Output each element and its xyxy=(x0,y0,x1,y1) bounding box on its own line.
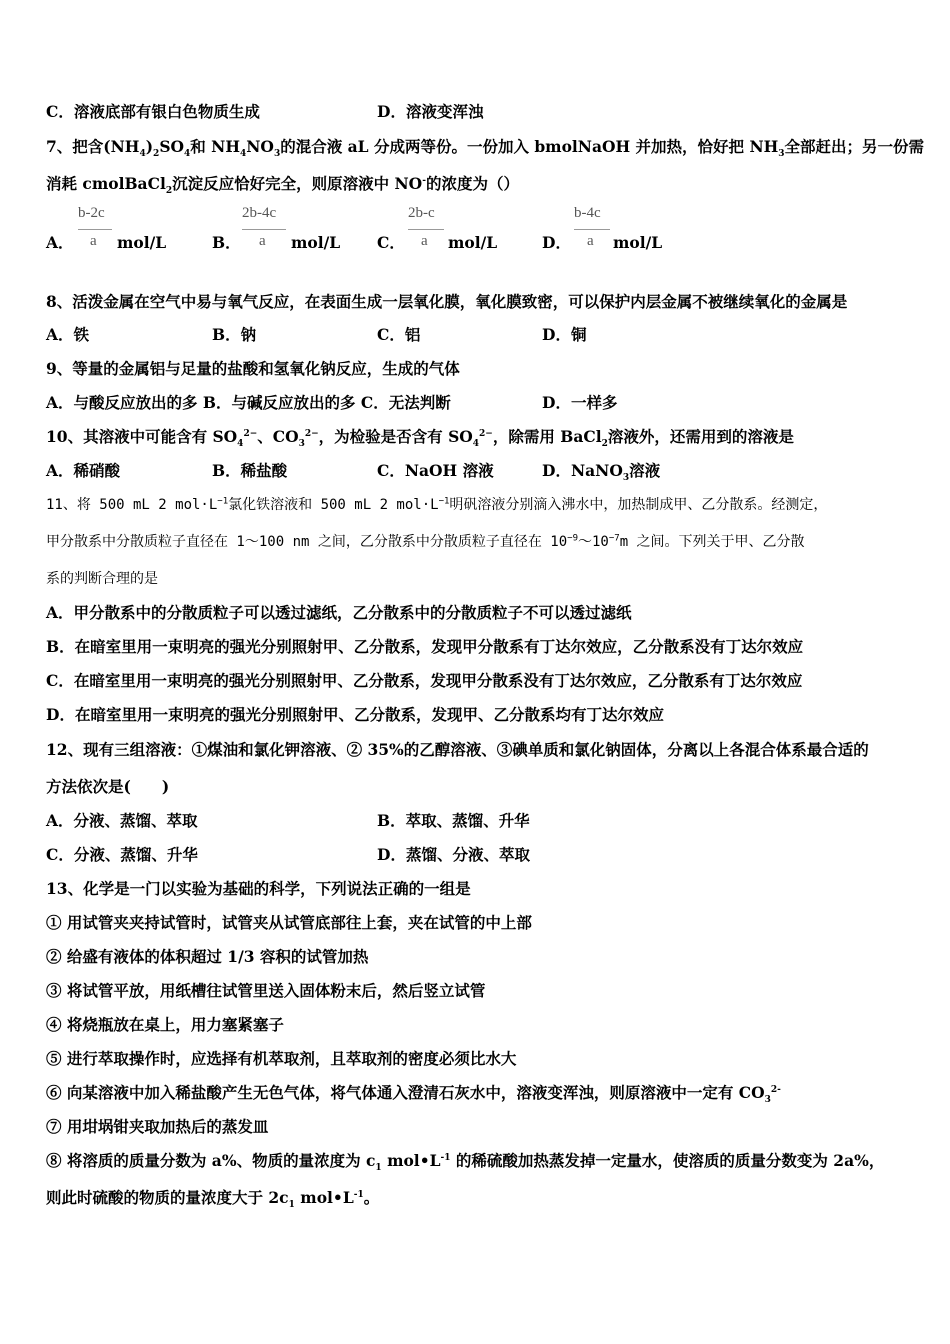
q10-option-c: C．NaOH 溶液 xyxy=(377,461,494,480)
q11-option-a: A．甲分散系中的分散质粒子可以透过滤纸，乙分散系中的分散质粒子不可以透过滤纸 xyxy=(46,603,632,622)
q9-option-d: D．一样多 xyxy=(542,393,618,412)
q13-stem: 13、化学是一门以实验为基础的科学，下列说法正确的一组是 xyxy=(46,879,471,898)
q7-option-d-label: D． xyxy=(542,233,571,252)
q12-stem-line2: 方法依次是( ) xyxy=(46,777,170,796)
q10-option-a: A．稀硝酸 xyxy=(46,461,121,480)
q13-item-1: ① 用试管夹夹持试管时，试管夹从试管底部往上套，夹在试管的中上部 xyxy=(46,913,532,932)
q12-option-a: A．分液、蒸馏、萃取 xyxy=(46,811,198,830)
q10-option-b: B．稀盐酸 xyxy=(212,461,288,480)
q8-option-d: D．铜 xyxy=(542,325,587,344)
q13-item-4: ④ 将烧瓶放在桌上，用力塞紧塞子 xyxy=(46,1015,284,1034)
q13-item-6: ⑥ 向某溶液中加入稀盐酸产生无色气体，将气体通入澄清石灰水中，溶液变浑浊，则原溶液中一定有 $CO_3^{2-}$ xyxy=(46,1083,781,1106)
q13-item-7: ⑦ 用坩埚钳夹取加热后的蒸发皿 xyxy=(46,1117,269,1136)
q11-option-b: B．在暗室里用一束明亮的强光分别照射甲、乙分散系，发现甲分散系有丁达尔效应，乙分散系没有丁达尔效应 xyxy=(46,637,804,656)
q6-option-d: D．溶液变浑浊 xyxy=(377,102,484,121)
q8-option-c: C．铝 xyxy=(377,325,421,344)
q11-stem-line2: 甲分散系中分散质粒子直径在 1～100 nm 之间，乙分散系中分散质粒子直径在 $10^{-9}\sim 10^{-7}m$ 之间。下列关于甲、乙分散 xyxy=(46,533,805,550)
fraction-numerator: 2b-4c xyxy=(242,205,277,221)
q7-option-a-unit: mol/L xyxy=(117,233,167,252)
fraction-bar xyxy=(78,229,112,230)
q9-stem: 9、等量的金属铝与足量的盐酸和氢氧化钠反应，生成的气体 xyxy=(46,359,460,378)
fraction-bar xyxy=(574,229,610,230)
q7-stem-line2: 消耗 cmolBaCl$_2$沉淀反应恰好完全，则原溶液中 NO-的浓度为（） xyxy=(46,174,519,197)
q7-option-b-label: B． xyxy=(212,233,241,252)
q13-item-8-line2: 则此时硫酸的物质的量浓度大于 $2c_1$ $mol•L^{-1}$。 xyxy=(46,1188,380,1211)
q8-stem: 8、活泼金属在空气中易与氧气反应，在表面生成一层氧化膜，氧化膜致密，可以保护内层金属不被继续氧化的金属是 xyxy=(46,292,848,311)
fraction-bar xyxy=(242,229,286,230)
q10-stem: 10、其溶液中可能含有 $SO_4^{2-}$、$CO_3^{2-}$，为检验是否含有 $SO_4^{2-}$，除需用 BaCl$_2$溶液外，还需用到的溶液是 xyxy=(46,427,794,450)
fraction-numerator: 2b-c xyxy=(408,205,435,221)
q11-option-d: D．在暗室里用一束明亮的强光分别照射甲、乙分散系，发现甲、乙分散系均有丁达尔效应 xyxy=(46,705,664,724)
fraction-denominator: a xyxy=(421,233,428,249)
q8-option-a: A．铁 xyxy=(46,325,90,344)
q12-option-b: B．萃取、蒸馏、升华 xyxy=(377,811,530,830)
q13-item-5: ⑤ 进行萃取操作时，应选择有机萃取剂，且萃取剂的密度必须比水大 xyxy=(46,1049,517,1068)
q13-item-2: ② 给盛有液体的体积超过 1/3 容积的试管加热 xyxy=(46,947,369,966)
fraction-denominator: a xyxy=(90,233,97,249)
q7-option-d-unit: mol/L xyxy=(613,233,663,252)
q10-option-d: D．NaNO$_3$溶液 xyxy=(542,461,661,484)
q13-item-8-line1: ⑧ 将溶质的质量分数为 a%、物质的量浓度为 $c_1$ $mol•L^{-1}$ 的稀硫酸加热蒸发掉一定量水，使溶质的质量分数变为 2a%， xyxy=(46,1151,885,1174)
q11-option-c: C．在暗室里用一束明亮的强光分别照射甲、乙分散系，发现甲分散系没有丁达尔效应，乙分散系有丁达尔效应 xyxy=(46,671,803,690)
q6-option-c: C．溶液底部有银白色物质生成 xyxy=(46,102,260,121)
fraction-denominator: a xyxy=(259,233,266,249)
q12-stem-line1: 12、现有三组溶液：①煤油和氯化钾溶液、② 35%的乙醇溶液、③碘单质和氯化钠固体，分离以上各混合体系最合适的 xyxy=(46,740,869,759)
q7-option-c-unit: mol/L xyxy=(448,233,498,252)
fraction-bar xyxy=(408,229,444,230)
q11-stem-line1: 11、将 500 mL 2 $mol\cdot L^{-1}$氯化铁溶液和 500 mL 2 $mol\cdot L^{-1}$明矾溶液分别滴入沸水中，加热制成甲、乙分散系。经测定， xyxy=(46,496,828,513)
q9-options-abc: A．与酸反应放出的多 B．与碱反应放出的多 C．无法判断 xyxy=(46,393,451,412)
q8-option-b: B．钠 xyxy=(212,325,257,344)
q7-option-b-unit: mol/L xyxy=(291,233,341,252)
q12-option-d: D．蒸馏、分液、萃取 xyxy=(377,845,530,864)
q12-option-c: C．分液、蒸馏、升华 xyxy=(46,845,198,864)
fraction-denominator: a xyxy=(587,233,594,249)
q11-stem-line3: 系的判断合理的是 xyxy=(46,571,158,587)
fraction-numerator: b-4c xyxy=(574,205,601,221)
fraction-numerator: b-2c xyxy=(78,205,105,221)
q7-stem-line1: 7、把含$(NH_4)_2SO_4$和 $NH_4NO_3$的混合液 aL 分成两等份。一份加入 bmolNaOH 并加热，恰好把 $NH_3$全部赶出；另一份需 xyxy=(46,137,925,160)
q13-item-3: ③ 将试管平放，用纸槽往试管里送入固体粉末后，然后竖立试管 xyxy=(46,981,486,1000)
q7-option-a-label: A． xyxy=(46,233,74,252)
q7-option-c-label: C． xyxy=(377,233,405,252)
